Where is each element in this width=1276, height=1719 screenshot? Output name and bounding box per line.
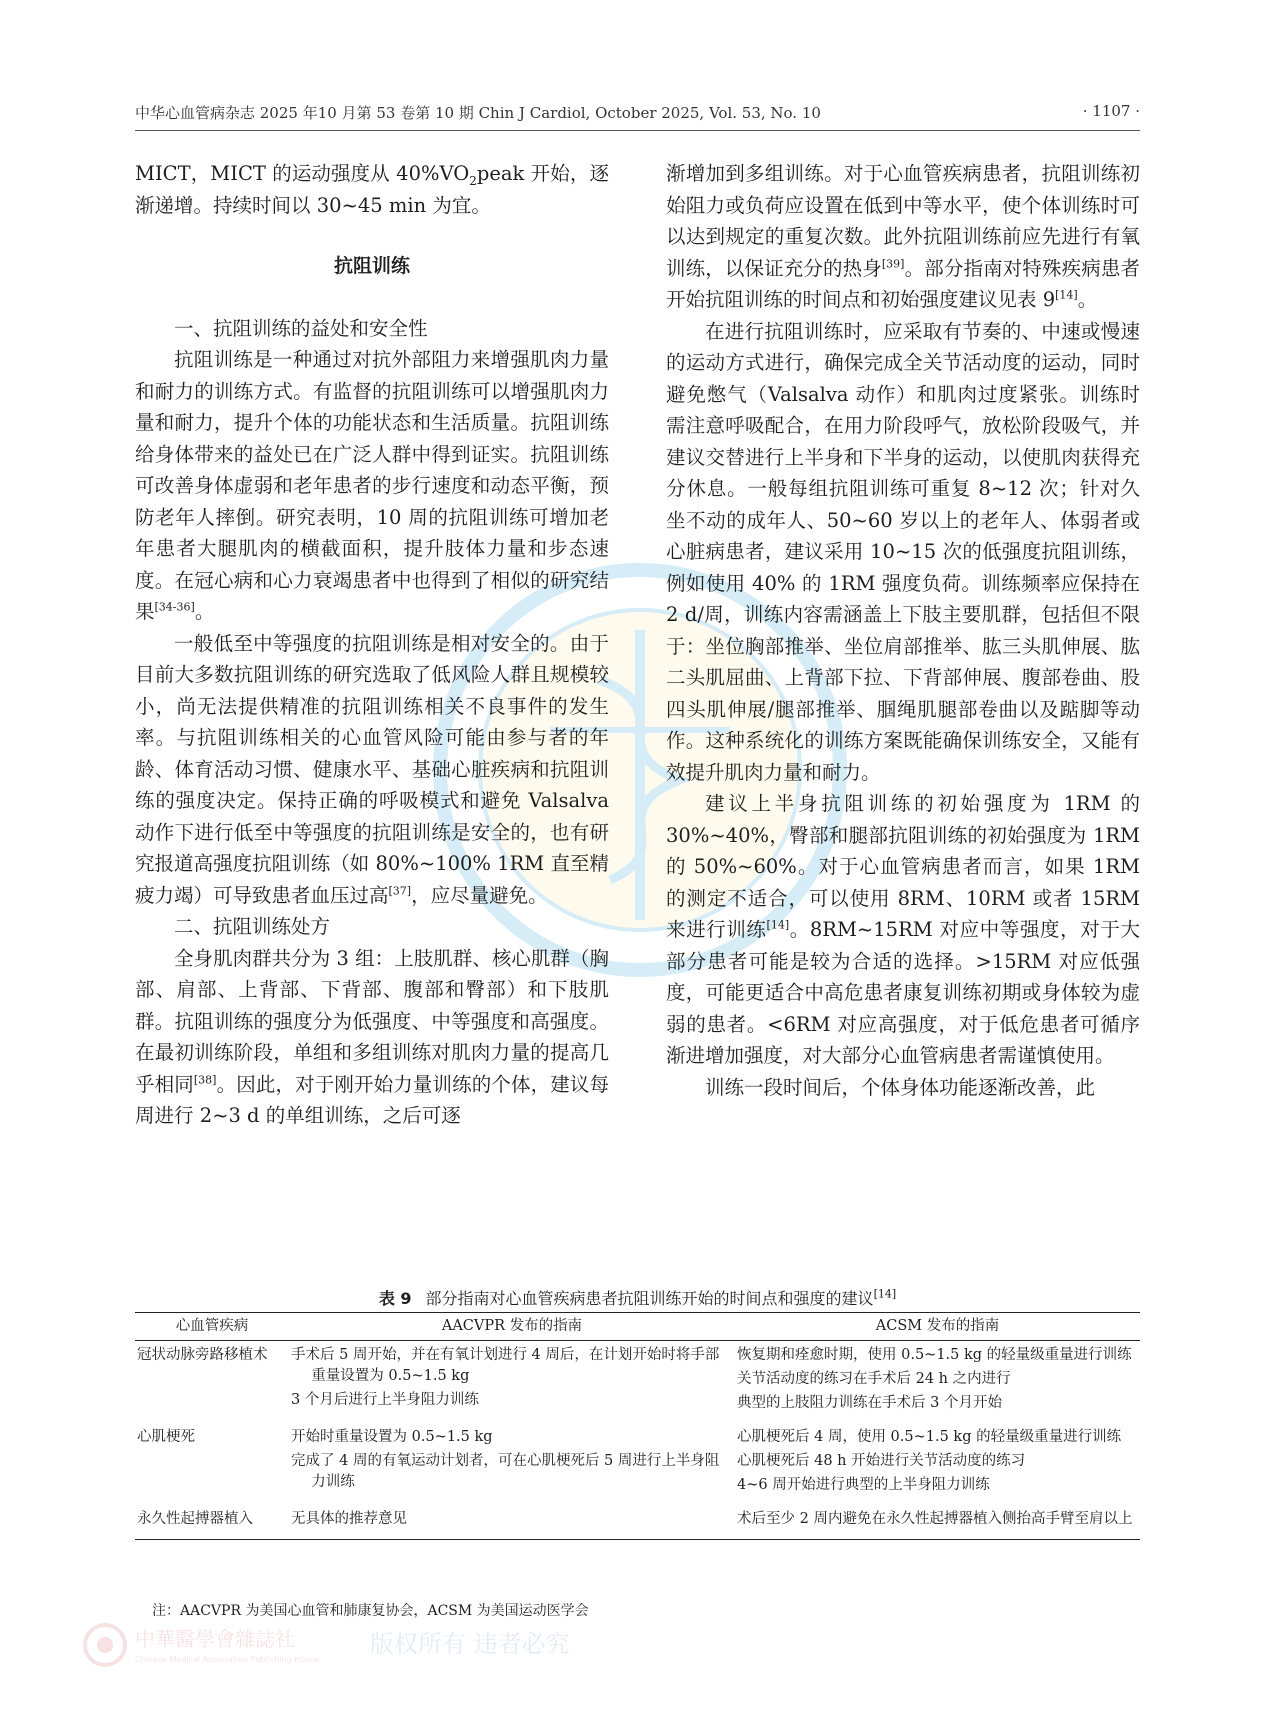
text-run: peak 开始，逐渐递增。持续时间以 30~45 min 为宜。 [135,162,609,217]
recommendation: 开始时重量设置为 0.5~1.5 kg [291,1429,493,1445]
publisher-name: 中華醫學會雜誌社 [135,1627,295,1651]
text-run: 渐增加到多组训练。对于心血管疾病患者，抗阻训练初始阻力或负荷应设置在低到中等水平，使个体训练时可以达到规定的重复次数。此外抗阻训练前应先进行有氧训练，以保证充分的热身 [666,162,1140,280]
citation: [14] [766,918,790,932]
disease-cell: 心肌梗死 [137,1429,195,1445]
page-number: · 1107 · [1082,102,1140,120]
recommendation: 心肌梗死后 48 h 开始进行关节活动度的练习 [737,1453,1026,1469]
right-column [666,158,1140,1103]
paragraph [666,158,1140,316]
recommendation: 典型的上肢阻力训练在手术后 3 个月开始 [737,1395,1002,1411]
header-rule [135,130,1140,131]
text-run: 。 [194,600,215,623]
paragraph [135,943,609,1132]
citation: [39] [881,257,905,270]
recommendation: 3 个月后进行上半身阻力训练 [291,1392,479,1408]
publisher-name-en: Chinese Medical Association Publishing House [135,1655,320,1664]
recommendation: 4~6 周开始进行典型的上半身阻力训练 [737,1477,990,1493]
acsm-cell [735,1423,1140,1505]
recommendation: 心肌梗死后 4 周，使用 0.5~1.5 kg 的轻量级重量进行训练 [737,1429,1122,1445]
paragraph [135,628,609,912]
table-row [135,1505,1140,1540]
recommendation: 关节活动度的练习在手术后 24 h 之内进行 [737,1371,1011,1387]
publisher-logo-watermark [80,1620,600,1670]
text-run: 。8RM~15RM 对应中等强度，对于大部分患者可能是较为合适的选择。>15RM 对应低强度，可能更适合中高危患者康复训练初期或身体较为虚弱的患者。<6RM 对应高强度，对于低危患者可循序渐进增加强度，对大部分心血管病患者需谨慎使用。 [666,918,1140,1067]
recommendation: 手术后 5 周开始，并在有氧计划进行 4 周后，在计划开始时将手部重量设置为 0.5~1.5 kg [291,1347,720,1384]
column-header: AACVPR 发布的指南 [289,1313,735,1341]
recommendation: 完成了 4 周的有氧运动计划者，可在心肌梗死后 5 周进行上半身阻力训练 [291,1453,720,1490]
running-header [135,102,1140,126]
citation: [38] [193,1073,217,1086]
left-column [135,158,609,1132]
citation: [37] [388,884,412,897]
acsm-cell [735,1341,1140,1424]
table-note: 注：AACVPR 为美国心血管和肺康复协会，ACSM 为美国运动医学会 [152,1603,589,1619]
table-caption [135,1286,1140,1309]
section-heading: 抗阻训练 [333,255,410,277]
text-run: 。 [1077,288,1098,311]
paragraph [135,158,609,221]
column-header: 心血管疾病 [135,1313,289,1341]
paragraph [666,788,1140,1072]
citation: [14] [873,1287,897,1301]
subscript: 2 [469,173,477,188]
table-row [135,1423,1140,1505]
text-run: 全身肌肉群共分为 3 组：上肢肌群、核心肌群（胸部、肩部、上背部、下背部、腹部和臀部）和下肢肌群。抗阻训练的强度分为低强度、中等强度和高强度。在最初训练阶段，单组和多组训练对肌肉力量的提高几乎相同 [135,946,609,1096]
paragraph: 在进行抗阻训练时，应采取有节奏的、中速或慢速的运动方式进行，确保完成全关节活动度的运动，同时避免憋气（Valsalva 动作）和肌肉过度紧张。训练时需注意呼吸配合，在用力阶段呼气，放松阶段吸气，并建议交替进行上半身和下半身的运动，以使肌肉获得充分休息。一般每组抗阻训练可重复 8~12 次；针对久坐不动的成年人、50~60 岁以上的老年人、体弱者或心脏病患者，建议采用 10~15 次的低强度抗阻训练，例如使用 40% 的 1RM 强度负荷。训练频率应保持在 2 d/周，训练内容需涵盖上下肢主要肌群，包括但不限于：坐位胸部推举、坐位肩部推举、肱三头肌伸展、肱二头肌屈曲、上背部下拉、下背部伸展、腹部卷曲、股四头肌伸展/腿部推举、腘绳肌腿部卷曲以及踮脚等动作。这种系统化的训练方案既能确保训练安全，又能有效提升肌肉力量和耐力。 [666,319,1140,784]
disease-cell: 永久性起搏器植入 [135,1505,289,1540]
text-run: 。部分指南对特殊疾病患者开始抗阻训练的时间点和初始强度建议见表 9 [666,256,1140,311]
citation: [34-36] [154,600,195,614]
journal-citation: 中华心血管病杂志 2025 年10 月第 53 卷第 10 期 Chin J Cardiol, October 2025, Vol. 53, No. 10 [135,104,821,122]
recommendation: 恢复期和痊愈时期，使用 0.5~1.5 kg 的轻量级重量进行训练 [737,1347,1132,1363]
acsm-cell [735,1505,1140,1540]
table-label: 表 9 [378,1289,412,1308]
paragraph [135,344,609,628]
aacvpr-cell [289,1341,735,1424]
subsection-heading: 一、抗阻训练的益处和安全性 [174,316,428,340]
table-row [135,1341,1140,1424]
text-run: 一般低至中等强度的抗阻训练是相对安全的。由于目前大多数抗阻训练的研究选取了低风险人群且规模较小，尚无法提供精准的抗阻训练相关不良事件的发生率。与抗阻训练相关的心血管风险可能由参与者的年龄、体育活动习惯、健康水平、基础心脏疾病和抗阻训练的强度决定。保持正确的呼吸模式和避免 Valsalva 动作下进行低至中等强度的抗阻训练是安全的，也有研究报道高强度抗阻训练（如 80%~100% 1RM 直至精疲力竭）可导致患者血压过高 [135,631,609,907]
text-run: ，应尽量避免。 [411,883,548,907]
table-header-row [135,1313,1140,1341]
aacvpr-cell [289,1423,735,1505]
guideline-table [135,1312,1140,1540]
paragraph: 训练一段时间后，个体身体功能逐渐改善，此 [705,1075,1096,1099]
text-run: MICT，MICT 的运动强度从 40%VO [135,162,470,185]
text-run: 抗阻训练是一种通过对抗外部阻力来增强肌肉力量和耐力的训练方式。有监督的抗阻训练可以增强肌肉力量和耐力，提升个体的功能状态和生活质量。抗阻训练给身体带来的益处已在广泛人群中得到证实。抗阻训练可改善身体虚弱和老年患者的步行速度和动态平衡，预防老年人摔倒。研究表明，10 周的抗阻训练可增加老年患者大腿肌肉的横截面积，提升肢体力量和步态速度。在冠心病和心力衰竭患者中也得到了相似的研究结果 [135,348,609,623]
column-header: ACSM 发布的指南 [735,1313,1140,1341]
recommendation: 术后至少 2 周内避免在永久性起搏器植入侧抬高手臂至肩以上 [737,1511,1133,1527]
table-caption-text: 部分指南对心血管疾病患者抗阻训练开始的时间点和强度的建议 [425,1289,874,1308]
citation: [14] [1055,288,1078,302]
aacvpr-cell [289,1505,735,1540]
recommendation: 无具体的推荐意见 [291,1511,407,1527]
text-run: 。因此，对于刚开始力量训练的个体，建议每周进行 2~3 d 的单组训练，之后可逐 [135,1072,609,1127]
copyright-slogan: 版权所有 违者必究 [370,1630,570,1658]
text-run: 建议上半身抗阻训练的初始强度为 1RM 的 30%~40%，臀部和腿部抗阻训练的初始强度为 1RM 的 50%~60%。对于心血管病患者而言，如果 1RM 的测定不适合，可以使用 8RM、10RM 或者 15RM 来进行训练 [666,792,1140,941]
subsection-heading: 二、抗阻训练处方 [174,915,331,938]
disease-cell: 冠状动脉旁路移植术 [137,1347,268,1363]
